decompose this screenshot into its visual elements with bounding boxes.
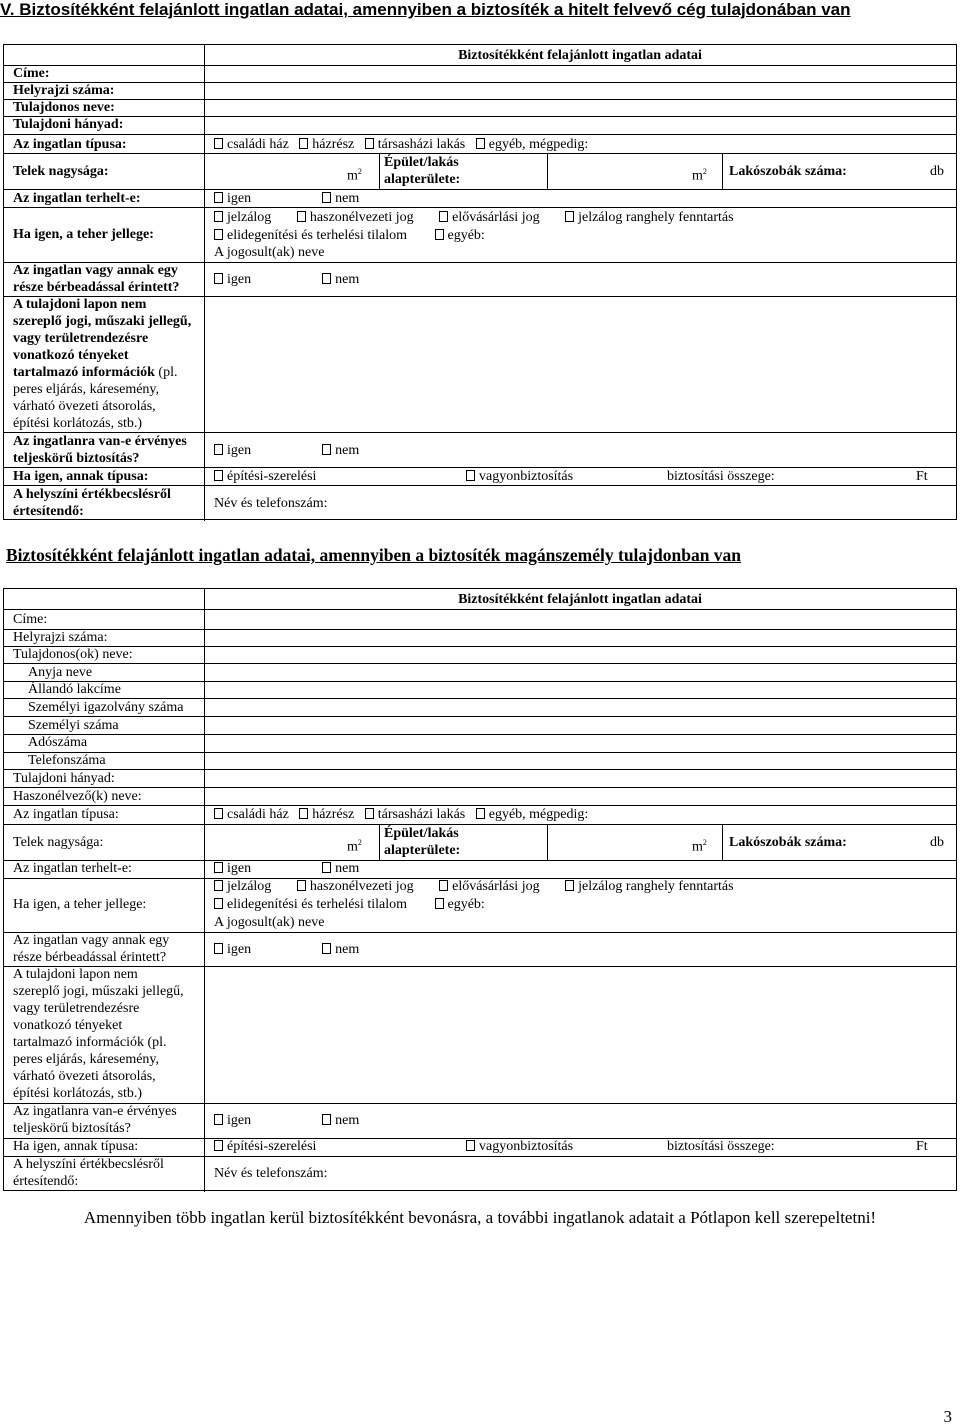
checkbox-mortgage[interactable] [214, 211, 223, 222]
checkbox-construction[interactable] [214, 1140, 223, 1151]
unit-plot: $m^2$ [347, 167, 362, 184]
ins-option-construction: építési-szerelési [214, 468, 316, 485]
checkbox-alienation-ban[interactable] [214, 898, 223, 909]
label-info-8: építési korlátozás, stb.) [13, 416, 143, 431]
label-info-7: várható övezeti átsorolás, [13, 399, 156, 414]
checkbox-family-house[interactable] [214, 808, 223, 819]
footer-note: Amennyiben több ingatlan kerül biztosítékként bevonásra, a további ingatlanok adatait a Pótlapon kell szerepeltetni! [83, 1208, 877, 1227]
insurance-options: igen nem [214, 442, 359, 459]
label-insurance-1: Az ingatlanra van-e érvényes [13, 434, 187, 449]
burden-options-row2: elidegenítési és terhelési tilalom egyéb: [214, 896, 485, 913]
checkbox-no[interactable] [322, 943, 331, 954]
checkbox-yes[interactable] [214, 1114, 223, 1125]
label-ins-amount: biztosítási összege: [667, 469, 775, 484]
rented-options: igen nem [214, 941, 359, 958]
checkbox-rank-reservation[interactable] [565, 211, 574, 222]
label-property-type: Az ingatlan típusa: [13, 137, 127, 152]
label-share: Tulajdoni hányad: [13, 771, 115, 786]
checkbox-property-insurance[interactable] [466, 1140, 475, 1151]
label-tax-number: Adószáma [28, 735, 88, 750]
encumbered-options: igen nem [214, 190, 359, 207]
checkbox-no[interactable] [322, 273, 331, 284]
insurance-options: igen nem [214, 1112, 359, 1129]
label-id-card: Személyi igazolvány száma [28, 700, 184, 715]
label-rented-1: Az ingatlan vagy annak egy [13, 933, 170, 948]
label-info-3: vagy területrendezésre [13, 1001, 140, 1016]
checkbox-no[interactable] [322, 1114, 331, 1125]
label-plot-size: Telek nagysága: [13, 835, 104, 850]
checkbox-condo[interactable] [365, 138, 374, 149]
checkbox-yes[interactable] [214, 444, 223, 455]
unit-building: $m^2$ [692, 838, 707, 855]
burden-options-row1: jelzálog haszonélvezeti jog elővásárlási jog jelzálog ranghely fenntartás [214, 209, 734, 226]
type-options: családi ház házrész társasházi lakás egyéb, mégpedig: [214, 136, 588, 153]
label-info-1: A tulajdoni lapon nem [13, 297, 147, 312]
label-burden: Ha igen, a teher jellege: [13, 227, 154, 242]
label-info-5: tartalmazó információk (pl. [13, 365, 178, 380]
label-encumbered: Az ingatlan terhelt-e: [13, 861, 132, 876]
label-rooms: Lakószobák száma: [729, 164, 847, 179]
ins-option-construction: építési-szerelési [214, 1138, 316, 1155]
label-insurance-type: Ha igen, annak típusa: [13, 469, 149, 484]
label-rented-1: Az ingatlan vagy annak egy [13, 263, 178, 278]
label-info-8: építési korlátozás, stb.) [13, 1086, 143, 1101]
label-share: Tulajdoni hányad: [13, 117, 124, 132]
checkbox-house-part[interactable] [299, 138, 308, 149]
company-property-form [3, 44, 957, 520]
form-header: Biztosítékként felajánlott ingatlan adatai [458, 48, 702, 63]
label-address: Címe: [13, 66, 50, 81]
label-insurance-2: teljeskörű biztosítás? [13, 1121, 131, 1136]
checkbox-alienation-ban[interactable] [214, 229, 223, 240]
checkbox-usufruct[interactable] [297, 880, 306, 891]
label-phone: Telefonszáma [28, 753, 106, 768]
label-lot-number: Helyrajzi száma: [13, 630, 108, 645]
private-property-form [3, 588, 957, 1191]
checkbox-rank-reservation[interactable] [565, 880, 574, 891]
unit-db: db [930, 164, 944, 179]
label-rooms: Lakószobák száma: [729, 835, 847, 850]
label-info-2: szereplő jogi, műszaki jellegű, [13, 984, 184, 999]
section-title-company: V. Biztosítékként felajánlott ingatlan adatai, amennyiben a biztosíték a hitelt felvevő cég tulajdonában van [0, 0, 851, 19]
burden-options-row2: elidegenítési és terhelési tilalom egyéb: [214, 227, 485, 244]
label-info-1: A tulajdoni lapon nem [13, 967, 138, 982]
label-entitled: A jogosult(ak) neve [214, 915, 325, 930]
checkbox-no[interactable] [322, 862, 331, 873]
ins-option-property: vagyonbiztosítás [466, 1138, 573, 1155]
checkbox-construction[interactable] [214, 470, 223, 481]
unit-ft: Ft [916, 1139, 928, 1154]
rented-options: igen nem [214, 271, 359, 288]
checkbox-house-part[interactable] [299, 808, 308, 819]
checkbox-yes[interactable] [214, 943, 223, 954]
label-building-area-1: Épület/lakás [384, 826, 459, 841]
section-title-private: Biztosítékként felajánlott ingatlan adatai, amennyiben a biztosíték magánszemély tulajdonban van [6, 545, 742, 565]
checkbox-preemption[interactable] [439, 880, 448, 891]
label-insurance-2: teljeskörű biztosítás? [13, 451, 140, 466]
label-personal-number: Személyi száma [28, 718, 119, 733]
checkbox-condo[interactable] [365, 808, 374, 819]
label-owners-name: Tulajdonos(ok) neve: [13, 647, 133, 662]
label-address: Címe: [13, 612, 48, 627]
label-mother-name: Anyja neve [28, 665, 93, 680]
checkbox-other-type[interactable] [476, 808, 485, 819]
checkbox-no[interactable] [322, 192, 331, 203]
label-appraisal-1: A helyszíni értékbecslésről [13, 1157, 164, 1172]
label-residence: Állandó lakcíme [28, 682, 121, 697]
label-ins-amount: biztosítási összege: [667, 1139, 775, 1154]
label-insurance-1: Az ingatlanra van-e érvényes [13, 1104, 177, 1119]
unit-db: db [930, 835, 944, 850]
label-info-7: várható övezeti átsorolás, [13, 1069, 156, 1084]
unit-ft: Ft [916, 469, 928, 484]
label-usufruct-name: Haszonélvező(k) neve: [13, 789, 142, 804]
ins-option-property: vagyonbiztosítás [466, 468, 573, 485]
label-rented-2: része bérbeadással érintett? [13, 280, 180, 295]
label-name-phone: Név és telefonszám: [214, 1166, 328, 1181]
checkbox-yes[interactable] [214, 192, 223, 203]
checkbox-usufruct[interactable] [297, 211, 306, 222]
label-building-area-1: Épület/lakás [384, 155, 459, 170]
label-name-phone: Név és telefonszám: [214, 496, 328, 511]
label-owner-name: Tulajdonos neve: [13, 100, 115, 115]
burden-options-row1: jelzálog haszonélvezeti jog elővásárlási jog jelzálog ranghely fenntartás [214, 878, 734, 895]
label-info-5: tartalmazó információk (pl. [13, 1035, 167, 1050]
label-info-4: vonatkozó tényeket [13, 348, 129, 363]
label-encumbered: Az ingatlan terhelt-e: [13, 191, 141, 206]
checkbox-yes[interactable] [214, 862, 223, 873]
label-property-type: Az ingatlan típusa: [13, 807, 119, 822]
unit-plot: $m^2$ [347, 838, 362, 855]
label-info-3: vagy területrendezésre [13, 331, 149, 346]
label-appraisal-1: A helyszíni értékbecslésről [13, 487, 171, 502]
checkbox-other-burden[interactable] [435, 229, 444, 240]
label-appraisal-2: értesítendő: [13, 504, 84, 519]
label-info-2: szereplő jogi, műszaki jellegű, [13, 314, 192, 329]
encumbered-options: igen nem [214, 860, 359, 877]
form-header: Biztosítékként felajánlott ingatlan adatai [458, 592, 702, 607]
unit-building: $m^2$ [692, 167, 707, 184]
page-number: 3 [943, 1407, 952, 1426]
label-lot-number: Helyrajzi száma: [13, 83, 115, 98]
label-info-6: peres eljárás, káresemény, [13, 382, 160, 397]
checkbox-other-type[interactable] [476, 138, 485, 149]
label-burden: Ha igen, a teher jellege: [13, 897, 147, 912]
checkbox-family-house[interactable] [214, 138, 223, 149]
label-entitled: A jogosult(ak) neve [214, 245, 325, 260]
label-info-4: vonatkozó tényeket [13, 1018, 123, 1033]
label-building-area-2: alapterülete: [384, 843, 461, 858]
label-building-area-2: alapterülete: [384, 172, 461, 187]
checkbox-property-insurance[interactable] [466, 470, 475, 481]
checkbox-no[interactable] [322, 444, 331, 455]
label-appraisal-2: értesítendő: [13, 1174, 79, 1189]
checkbox-mortgage[interactable] [214, 880, 223, 891]
checkbox-other-burden[interactable] [435, 898, 444, 909]
label-insurance-type: Ha igen, annak típusa: [13, 1139, 139, 1154]
checkbox-preemption[interactable] [439, 211, 448, 222]
label-rented-2: része bérbeadással érintett? [13, 950, 167, 965]
type-options: családi ház házrész társasházi lakás egyéb, mégpedig: [214, 806, 588, 823]
label-plot-size: Telek nagysága: [13, 164, 109, 179]
checkbox-yes[interactable] [214, 273, 223, 284]
label-info-6: peres eljárás, káresemény, [13, 1052, 160, 1067]
